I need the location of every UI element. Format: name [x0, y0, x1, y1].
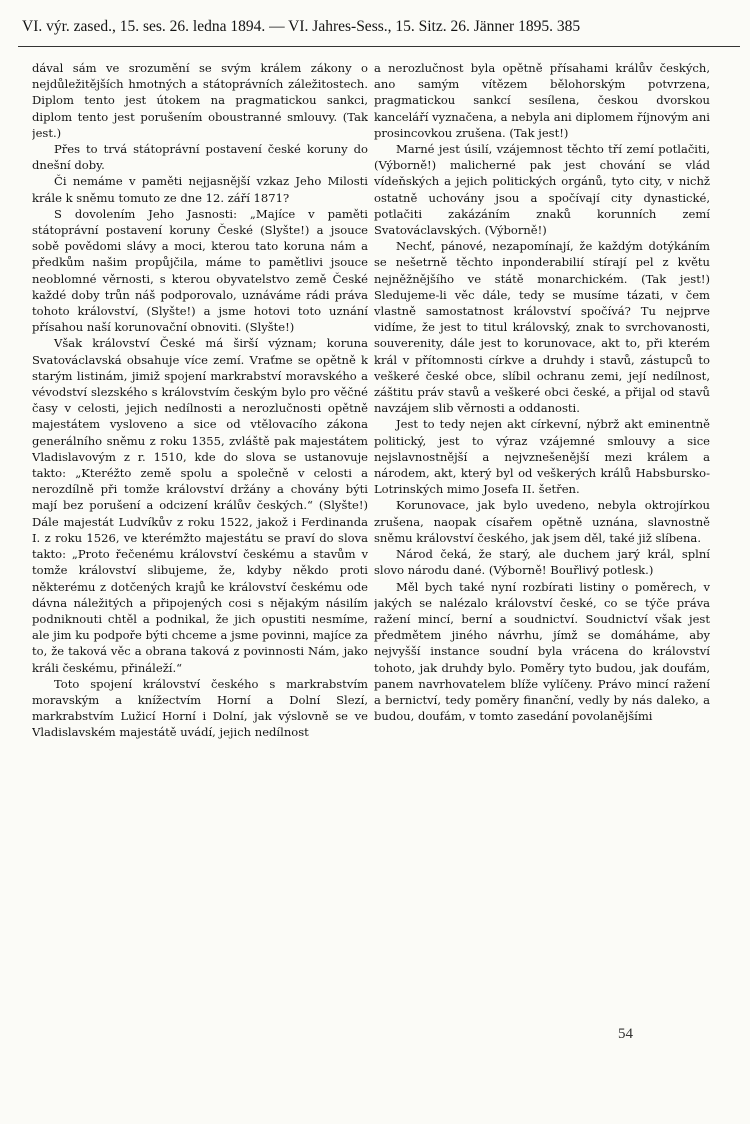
paragraph: Měl bych také nyní rozbírati listiny o poměrech, v jakých se nalézalo království české, co se týče práva ražení mincí, berní a soudnictví. Soudnictví však jest předmětem jiného návrhu, jímž se domáháme, aby nejvyšší instance soudní byla vrácena do království tohoto, jak druhdy bylo. Poměry tyto budou, jak doufám, panem navrhovatelem blíže vylíčeny. Právo mincí ražení a bernictví, tedy poměry finanční, vedly by nás daleko, a budou, doufám, v tomto zasedání povolanějšími: [374, 579, 710, 724]
paragraph: Národ čeká, že starý, ale duchem jarý král, splní slovo národu dané. (Výborně! Bouřlivý potlesk.): [374, 547, 710, 578]
paragraph: Přes to trvá státoprávní postavení české koruny do dnešní doby.: [32, 142, 368, 173]
paragraph: Či nemáme v paměti nejjasnější vzkaz Jeho Milosti krále k sněmu tomuto ze dne 12. září 1871?: [32, 174, 368, 205]
running-header: VI. výr. zased., 15. ses. 26. ledna 1894. — VI. Jahres-Sess., 15. Sitz. 26. Jänner 1895. 385: [22, 18, 581, 35]
signature-mark: 54: [618, 1026, 633, 1042]
paragraph: Toto spojení království českého s markrabstvím moravským a knížectvím Horní a Dolní Slezí, markrabstvím Lužicí Horní i Dolní, jak výslovně se ve Vladislavském majestátě uvádí, jejich nedílnost: [32, 676, 368, 740]
header-rule: [18, 46, 740, 47]
right-column: [374, 60, 710, 724]
paragraph: dával sám ve srozumění se svým králem zákony o nejdůležitějších hmotných a státoprávních záležitostech. Diplom tento jest útokem na pragmatickou sankci, diplom tento jest porušením oboustranné smlouvy. (Tak jest.): [32, 61, 368, 140]
paragraph: Jest to tedy nejen akt církevní, nýbrž akt eminentně politický, jest to výraz vzájemné smlouvy a sice nejslavnostnější a nejvznešenější mezi králem a národem, akt, který byl od veškerých králů Habsbursko-Lotrinských mimo Josefa II. šetřen.: [374, 417, 710, 497]
paragraph: a nerozlučnost byla opětně přísahami králův českých, ano samým vítězem bělohorským potvrzena, pragmatickou sankcí sesílena, českou dvorskou kanceláří vyznačena, a nebyla ani diplomem říjnovým ani prosincovkou zrušena. (Tak jest!): [374, 61, 710, 140]
paragraph: Korunovace, jak bylo uvedeno, nebyla oktrojírkou zrušena, naopak císařem opětně uznána, slavnostně sněmu království českého, jak jsem děl, také již slíbena.: [374, 498, 710, 545]
paragraph: S dovolením Jeho Jasnosti: „Majíce v paměti státoprávní postavení koruny České (Slyšte!) a jsouce sobě povědomi slávy a moci, kterou tato koruna nám a předkům našim propůjčila, máme to pamětlivi jsouce neoblomné věrnosti, s kterou obyvatelstvo země České každé doby trůn náš podporovalo, uznáváme rádi práva tohoto království, (Slyšte!) a jsme hotovi toto uznání přísahou naší korunovační obnoviti. (Slyšte!): [32, 206, 368, 335]
paragraph: Marné jest úsilí, vzájemnost těchto tří zemí potlačiti, (Výborně!) malicherné pak jest chování se vlád vídeňských a jejich politických orgánů, tyto city, v nichž ostatně uchovány jsou a spočívají city dynastické, potlačiti zakázáním znaků korunních zemí Svatováclavských. (Výborně!): [374, 142, 710, 238]
left-column: [32, 60, 368, 741]
paragraph: Nechť, pánové, nezapomínají, že každým dotýkáním se nešetrně těchto inponderabilií stírají pel z květu nejněžnějšího ve státě monarchickém. (Tak jest!) Sledujeme-li věc dále, tedy se musíme tázati, v čem vlastně samostatnost království spočívá? Tu nejprve vidíme, že jest to titul královský, znak to svrchovanosti, souverenity, dále jest to korunovace, akt to, při kterém král v přítomnosti církve a druhdy i stavů, zástupců to veškeré české obce, slíbil ochranu zemi, její nedílnost, záštitu práv stavů a veškeré obci české, a přijal od stavů navzájem slib věrnosti a oddanosti.: [374, 239, 710, 416]
paragraph: Však království České má širší význam; koruna Svatováclavská obsahuje více zemí. Vraťme se opětně k starým listinám, jimiž spojení markrabství moravského a vévodství slezského s královstvím českým bylo pro věčné časy v celosti, jejich nedílnosti a nerozlučnosti opětně majestátem vysloveno a sice od vtělovacího zákona generálního sněmu z roku 1355, zvláště pak majestátem Vladislavovým z r. 1510, kde do slova se ustanovuje takto: „Kteréžto země spolu a společně v celosti a nerozdílně při tomže království držány a chovány býti mají bez porušení a odcizení králův českých.“ (Slyšte!) Dále majestát Ludvíkův z roku 1522, jakož i Ferdinanda I. z roku 1526, ve kterémžto majestátu se praví do slova takto: „Proto řečenému království českému a stavům v tomže království slibujeme, že, kdyby někdo proti některému z dotčených krajů ke království českému ode dávna náležitých a připojených cosi s nějakým násilím podniknouti chtěl a podnikal, že jich opustiti nesmíme, ale jim ku podpoře býti chceme a jsme povinni, majíce za to, že taková věc a obrana taková z povinnosti Nám, jako králi českému, přináleží.“: [32, 336, 368, 675]
